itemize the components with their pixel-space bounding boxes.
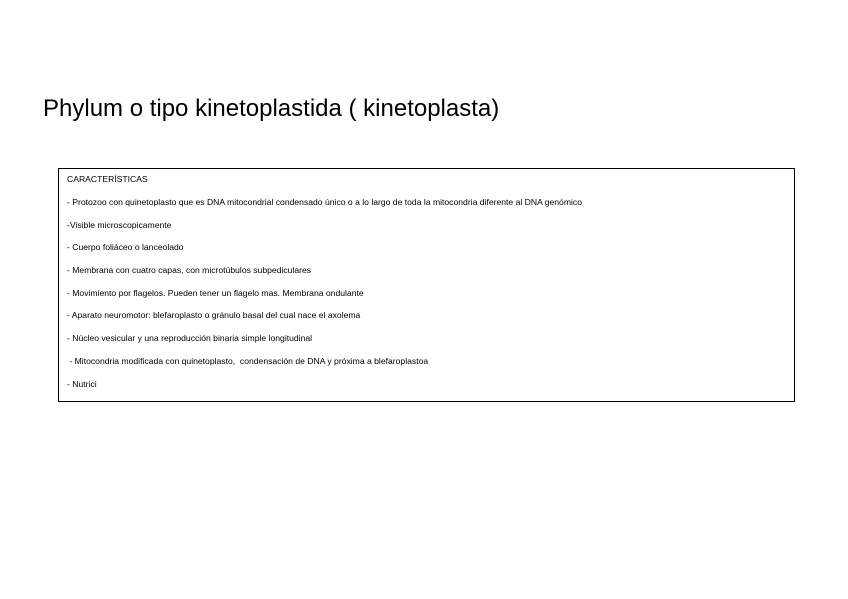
characteristic-item: - Aparato neuromotor: blefaroplasto o gránulo basal del cual nace el axolema xyxy=(67,310,361,320)
characteristic-item: - Núcleo vesicular y una reproducción binaria simple longitudinal xyxy=(67,333,313,343)
characteristic-item: - Movimiento por flagelos. Pueden tener un flagelo mas. Membrana ondulante xyxy=(67,288,364,298)
page-title: Phylum o tipo kinetoplastida ( kinetoplasta) xyxy=(43,95,500,122)
characteristics-heading: CARACTERÍSTICAS xyxy=(67,174,148,184)
characteristic-item: - Mitocondria modificada con quinetoplasto, condensación de DNA y próxima a blefaroplastoa xyxy=(67,356,429,366)
characteristic-item: -Visible microscopicamente xyxy=(67,220,172,230)
characteristic-item: - Membrana con cuatro capas, con microtúbulos subpediculares xyxy=(67,265,312,275)
characteristic-item: - Protozoo con quinetoplasto que es DNA mitocondrial condensado único o a lo largo de toda la mitocondria diferente al DNA genómico xyxy=(67,197,582,207)
characteristics-box xyxy=(58,168,795,402)
characteristic-item: - Nutrici xyxy=(67,379,97,389)
characteristic-item: - Cuerpo foliáceo o lanceolado xyxy=(67,242,184,252)
